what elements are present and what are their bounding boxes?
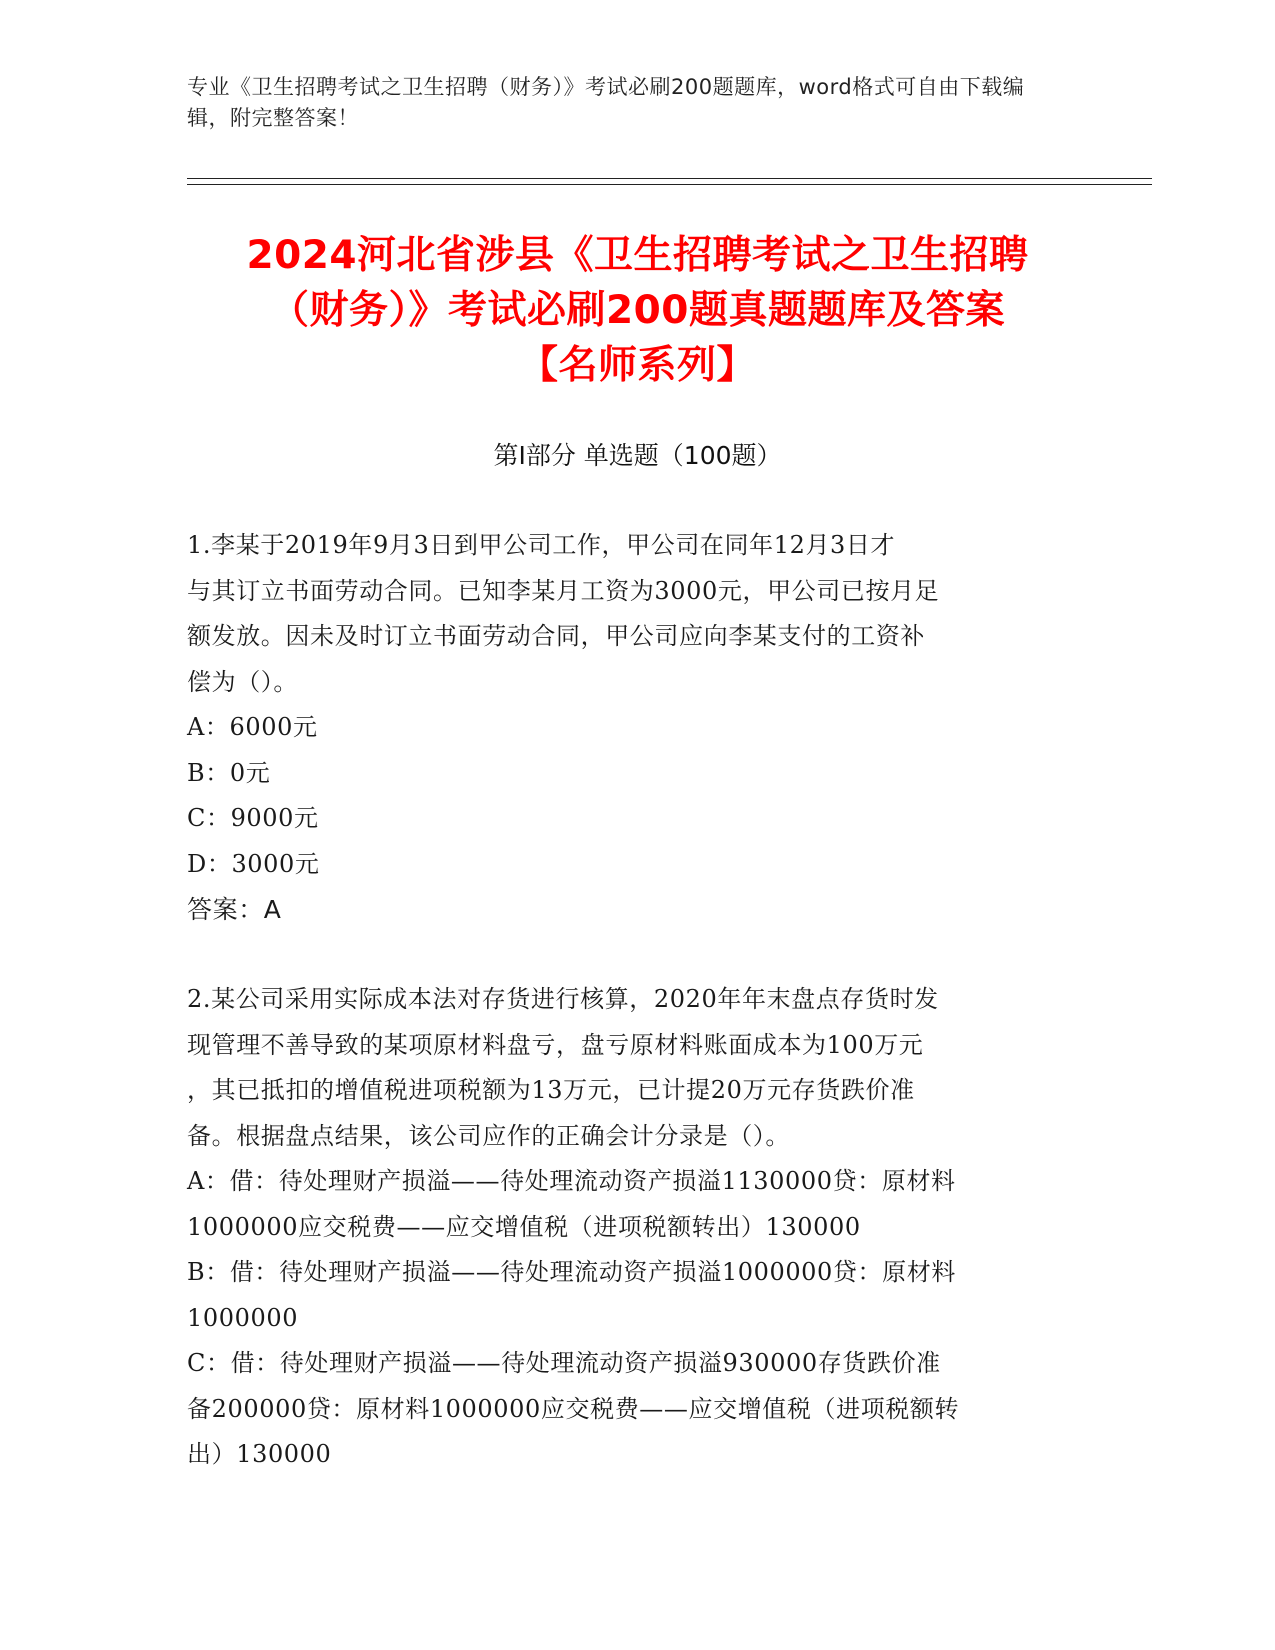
section-heading: 第Ⅰ部分 单选题（100题） bbox=[493, 441, 782, 470]
answer-label: 答案：A bbox=[187, 895, 282, 924]
question-stem-line: 1.李某于2019年9月3日到甲公司工作，甲公司在同年12月3日才 bbox=[187, 531, 896, 559]
question-1 bbox=[187, 523, 1067, 933]
option-c-line: C：借：待处理财产损溢——待处理流动资产损溢930000存货跌价准 bbox=[187, 1349, 941, 1377]
option-c-line: 出）130000 bbox=[187, 1440, 332, 1468]
header-note: 专业《卫生招聘考试之卫生招聘（财务）》考试必刷200题题库，word格式可自由下载编辑，附完整答案！ bbox=[187, 75, 1025, 130]
question-stem-line: 现管理不善导致的某项原材料盘亏，盘亏原材料账面成本为100万元 bbox=[187, 1030, 924, 1059]
option-a-line: A：借：待处理财产损溢——待处理流动资产损溢1130000贷：原材料 bbox=[187, 1167, 956, 1195]
option-d: D：3000元 bbox=[187, 849, 320, 878]
title-line-3: 【名师系列】 bbox=[518, 343, 756, 388]
question-stem-line: 2.某公司采用实际成本法对存货进行核算，2020年年末盘点存货时发 bbox=[187, 985, 939, 1013]
option-c-line: 备200000贷：原材料1000000应交税费——应交增值税（进项税额转 bbox=[187, 1394, 960, 1423]
option-b-line: B：借：待处理财产损溢——待处理流动资产损溢1000000贷：原材料 bbox=[187, 1258, 956, 1286]
question-2 bbox=[187, 977, 1067, 1478]
title-line-1: 2024河北省涉县《卫生招聘考试之卫生招聘 bbox=[246, 233, 1029, 278]
header-rule-bottom bbox=[187, 184, 1152, 185]
header-rule-top bbox=[187, 178, 1152, 179]
question-stem-line: 额发放。因未及时订立书面劳动合同，甲公司应向李某支付的工资补 bbox=[187, 622, 925, 650]
question-stem-line: 备。根据盘点结果，该公司应作的正确会计分录是（）。 bbox=[187, 1121, 790, 1150]
option-c: C：9000元 bbox=[187, 804, 319, 832]
document-title bbox=[160, 228, 1115, 393]
option-a: A：6000元 bbox=[187, 713, 318, 741]
question-stem-line: 偿为（）。 bbox=[187, 667, 298, 696]
title-line-2: （财务）》考试必刷200题真题题库及答案 bbox=[270, 288, 1005, 333]
question-stem-line: 与其订立书面劳动合同。已知李某月工资为3000元，甲公司已按月足 bbox=[187, 576, 940, 605]
option-b-line: 1000000 bbox=[187, 1303, 299, 1332]
option-a-line: 1000000应交税费——应交增值税（进项税额转出）130000 bbox=[187, 1212, 861, 1241]
question-stem-line: ，其已抵扣的增值税进项税额为13万元，已计提20万元存货跌价准 bbox=[187, 1076, 915, 1104]
option-b: B：0元 bbox=[187, 758, 271, 787]
